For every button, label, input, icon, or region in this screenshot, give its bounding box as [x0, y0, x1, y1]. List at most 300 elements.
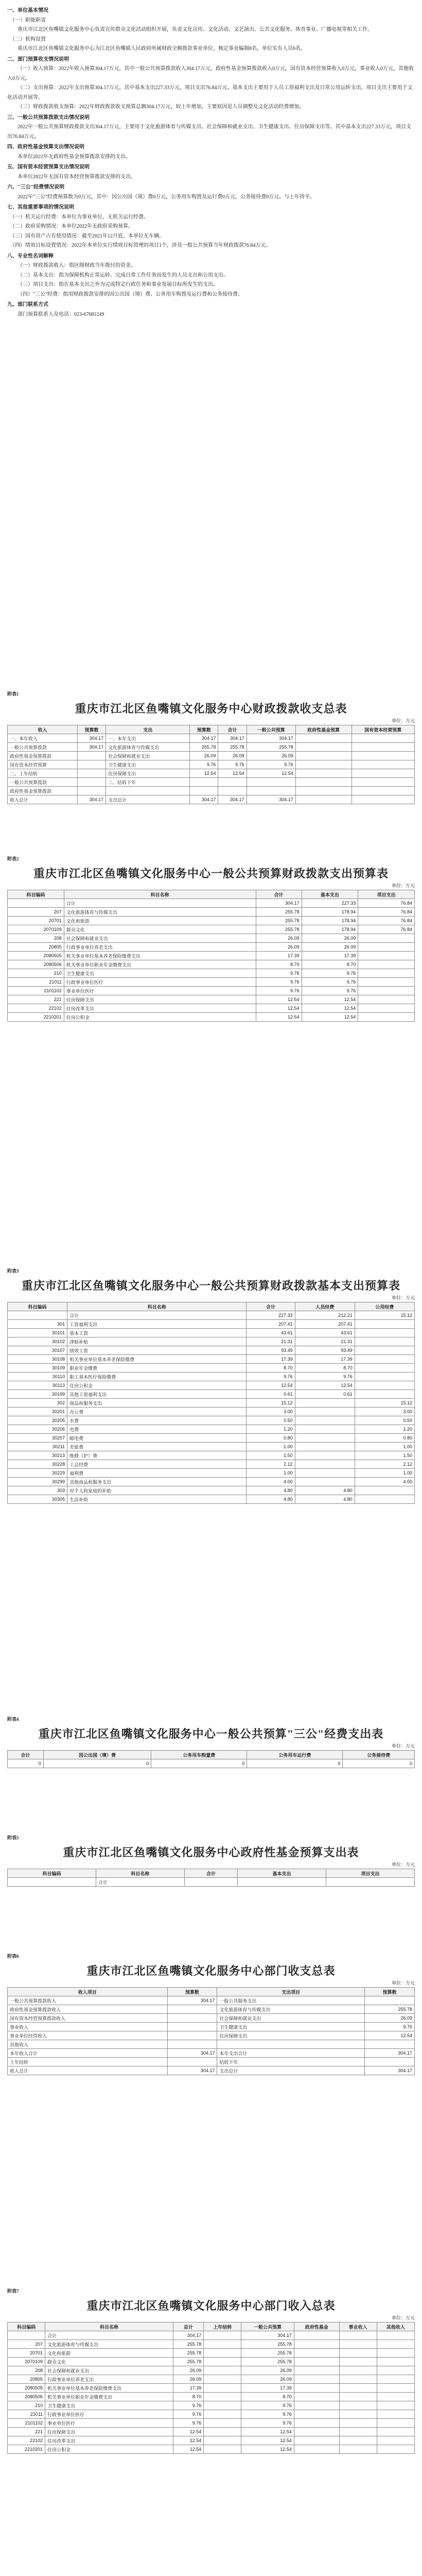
table-cell: [204, 2445, 241, 2454]
table-unit: 单位：万元: [391, 1980, 415, 1986]
table-cell: 302: [8, 1399, 67, 1408]
table-cell: 群众文化: [45, 2358, 173, 2366]
table-cell: 26.09: [173, 2375, 203, 2384]
table-header-row: [8, 1302, 415, 1311]
table-cell: [351, 787, 414, 795]
table-cell: [377, 2375, 414, 2384]
table-row: [8, 952, 415, 960]
table-cell: [365, 2058, 415, 2066]
table-cell: 卫生健康支出: [45, 2401, 173, 2410]
table-cell: [295, 795, 351, 804]
table-row: [8, 1486, 415, 1495]
table-row: [8, 734, 415, 743]
table-cell: [377, 2419, 414, 2428]
table-cell: 0: [343, 1759, 415, 1768]
table-cell: [295, 1425, 355, 1434]
table-tag: 附表1: [7, 691, 19, 697]
table-cell: [184, 1878, 237, 1887]
table-cell: 合计: [96, 1878, 184, 1887]
table-cell: 212.21: [295, 1311, 355, 1320]
table-cell: 303: [8, 1486, 67, 1495]
table-cell: 基本工资: [67, 1329, 247, 1337]
table-cell: 行政事业单位养老支出: [45, 2375, 173, 2384]
table-cell: [295, 787, 351, 795]
table-row: [8, 1878, 415, 1887]
table-cell: 26.09: [365, 2014, 415, 2023]
section-heading: 七、其他重要事项的情况说明: [7, 205, 74, 210]
table-cell: 国有资本经营预算拨款收入: [8, 2014, 168, 2023]
table-cell: 2080505: [8, 2384, 45, 2393]
table-row: [8, 2358, 415, 2366]
table-cell: [77, 769, 106, 778]
table-cell: [294, 2384, 339, 2393]
paragraph: 重庆市江北区鱼嘴镇文化服务中心负责宣传群众文化活动组织开展，负责文化宣传、文化活动、文艺演出、公共文化服务、体育事业、广播电视等相关工作。: [17, 27, 373, 32]
table-cell: 304.17: [241, 2331, 294, 2340]
table-row: [8, 1469, 415, 1478]
table-cell: [295, 769, 351, 778]
table-cell: [294, 2366, 339, 2375]
section-heading: 二、部门预算收支情况说明: [7, 56, 69, 62]
table-row: [8, 2366, 415, 2375]
table-cell: 本年收入合计: [8, 2049, 168, 2058]
table-cell: 文化和旅游: [45, 2349, 173, 2358]
table-cell: 1.00: [247, 1443, 295, 1451]
table-cell: 20805: [8, 2375, 45, 2384]
column-header: 预算数: [167, 1988, 217, 1996]
table-cell: 30108: [8, 1355, 67, 1364]
table-cell: 17.39: [247, 1355, 295, 1364]
table-cell: [377, 2349, 414, 2358]
table-cell: 事业单位经营收入: [8, 2031, 168, 2040]
table-cell: 8.70: [173, 2393, 203, 2401]
table-cell: 职工基本医疗保险缴费: [67, 1372, 247, 1381]
table-cell: 30207: [8, 1434, 67, 1443]
table-cell: 结转下年: [217, 2058, 365, 2066]
table-row: [8, 2340, 415, 2349]
budget-table: [7, 890, 415, 1022]
table-row: [8, 1443, 415, 1451]
table-cell: [106, 787, 190, 795]
table-cell: 178.94: [302, 908, 358, 917]
table-cell: 30213: [8, 1451, 67, 1460]
table-cell: 商品和服务支出: [67, 1399, 247, 1408]
table-cell: 12.54: [241, 2445, 294, 2454]
table-cell: 0.80: [355, 1434, 414, 1443]
table-cell: 1.00: [355, 1443, 414, 1451]
table-cell: [167, 2040, 217, 2049]
table-cell: 0: [151, 1759, 247, 1768]
table-cell: [238, 1878, 326, 1887]
table-cell: [365, 2040, 415, 2049]
table-cell: 0.50: [355, 1416, 414, 1425]
budget-table-section: [0, 1716, 422, 1768]
table-cell: 1.00: [355, 1469, 414, 1478]
column-header: 支出: [106, 725, 190, 734]
table-cell: [295, 1451, 355, 1460]
budget-table-section: [0, 1953, 422, 2075]
table-cell: 255.78: [256, 925, 302, 934]
table-title: 重庆市江北区鱼嘴镇文化服务中心部门收支总表: [86, 1964, 336, 1977]
column-header: 政府性基金: [294, 2323, 339, 2331]
table-row: [8, 1381, 415, 1390]
table-row: [8, 969, 415, 978]
table-cell: 30305: [8, 1495, 67, 1504]
table-cell: 办公费: [67, 1408, 247, 1416]
table-cell: [351, 760, 414, 769]
table-row: [8, 1346, 415, 1355]
table-row: [8, 908, 415, 917]
table-cell: [8, 899, 64, 908]
table-cell: [355, 1495, 414, 1504]
table-cell: 304.17: [167, 1996, 217, 2005]
table-title: 重庆市江北区鱼嘴镇文化服务中心部门收入总表: [86, 2299, 336, 2312]
table-cell: 30101: [8, 1329, 67, 1337]
table-cell: [377, 2436, 414, 2445]
table-row: [8, 2031, 415, 2040]
table-row: [8, 2375, 415, 2384]
table-header-row: [8, 725, 415, 734]
table-cell: 住房公积金: [64, 1013, 256, 1022]
table-cell: 12.54: [247, 769, 295, 778]
table-cell: 2080506: [8, 2393, 45, 2401]
section-heading: 八、专业性名词解释: [7, 253, 54, 259]
table-cell: 职业年金缴费: [67, 1364, 247, 1372]
table-cell: 304.17: [218, 795, 247, 804]
table-cell: [294, 2428, 339, 2436]
column-header: 公务用车购置费: [151, 1751, 247, 1759]
table-row: [8, 1399, 415, 1408]
table-cell: 221: [8, 2428, 45, 2436]
table-cell: [294, 2401, 339, 2410]
table-cell: 12.54: [256, 995, 302, 1004]
table-cell: 26.09: [302, 934, 358, 943]
table-cell: 行政事业单位养老支出: [64, 943, 256, 952]
table-cell: [204, 2410, 241, 2419]
table-cell: 304.17: [247, 734, 295, 743]
paragraph: （三）项目支出：指在基本支出之外为完成特定行政任务和事业发展目标所发生的支出。: [17, 282, 218, 287]
table-cell: 3.00: [355, 1408, 414, 1416]
column-header: 合计: [247, 1302, 295, 1311]
budget-table-section: [0, 690, 422, 804]
table-cell: 255.78: [247, 743, 295, 752]
table-cell: 22102: [8, 2436, 45, 2445]
table-cell: 21011: [8, 2410, 45, 2419]
column-header: 公务接待费: [343, 1751, 415, 1759]
table-cell: 207.41: [247, 1320, 295, 1329]
table-cell: [294, 2410, 339, 2419]
table-cell: [355, 1355, 414, 1364]
table-tag: 附表2: [7, 856, 19, 861]
table-cell: 住房保障支出: [64, 995, 256, 1004]
table-cell: 304.17: [365, 2066, 415, 2075]
table-cell: 2080506: [8, 960, 64, 969]
table-cell: 绩效工资: [67, 1346, 247, 1355]
table-cell: 0.50: [247, 1416, 295, 1425]
table-cell: 其他工资福利支出: [67, 1390, 247, 1399]
table-cell: 文化旅游体育与传媒支出: [217, 2005, 365, 2014]
table-cell: [339, 2340, 377, 2349]
table-cell: [217, 2040, 365, 2049]
table-cell: [339, 2419, 377, 2428]
table-cell: 12.54: [302, 995, 358, 1004]
table-cell: [339, 2331, 377, 2340]
column-header: 预算数: [365, 1988, 415, 1996]
table-cell: 0.61: [247, 1390, 295, 1399]
table-cell: [204, 2393, 241, 2401]
table-cell: [204, 2375, 241, 2384]
paragraph: （四）"三公"经费：指用财政拨款安排的因公出国（境）费、公务用车购置及运行费和公务接待费。: [17, 291, 243, 297]
table-cell: 2101102: [8, 2419, 45, 2428]
table-cell: 工会经费: [67, 1460, 247, 1469]
table-cell: 30110: [8, 1372, 67, 1381]
table-cell: 行政事业单位医疗: [64, 978, 256, 987]
table-unit: 单位：万元: [391, 883, 415, 888]
table-cell: 21.31: [247, 1337, 295, 1346]
table-row: [8, 1013, 415, 1022]
table-row: [8, 1451, 415, 1460]
table-row: [8, 1311, 415, 1320]
table-cell: 收入总计: [8, 2066, 168, 2075]
table-cell: 9.76: [256, 969, 302, 978]
table-cell: 9.76: [173, 2401, 203, 2410]
table-cell: 9.76: [241, 2401, 294, 2410]
table-cell: 26.09: [247, 752, 295, 760]
table-cell: 255.78: [218, 743, 247, 752]
table-cell: [247, 778, 295, 787]
table-cell: 30299: [8, 1478, 67, 1486]
table-cell: 12.54: [173, 2436, 203, 2445]
table-cell: [351, 743, 414, 752]
column-header: 项目支出: [358, 890, 415, 899]
table-cell: 2.12: [247, 1460, 295, 1469]
table-row: [8, 2349, 415, 2358]
paragraph: （一）收入预算：2022年收入预算304.17万元，其中一般公共预算拨款收入304.17万元，政府性基金预算拨款收入0万元，国有资本经营预算收入0万元，事业收入0万元，其他收入0万元。: [7, 66, 414, 81]
table-cell: 一般公共预算拨款: [8, 778, 78, 787]
column-header: 政府性基金预算: [295, 725, 351, 734]
table-cell: 文化旅游体育与传媒支出: [106, 743, 190, 752]
table-row: [8, 1355, 415, 1364]
table-cell: 210: [8, 969, 64, 978]
table-unit: 单位：万元: [391, 718, 415, 723]
table-cell: 26.09: [302, 943, 358, 952]
table-row: [8, 925, 415, 934]
table-row: [8, 1478, 415, 1486]
table-cell: [8, 2331, 45, 2340]
table-cell: 二、结转下年: [106, 778, 190, 787]
column-header: 合计: [256, 890, 302, 899]
table-header-row: [8, 1869, 415, 1878]
column-header: 一般公共预算: [247, 725, 295, 734]
table-cell: 机关事业单位职业年金缴费支出: [45, 2393, 173, 2401]
paragraph: （一）职能职责: [10, 17, 46, 23]
table-unit: 单位：万元: [391, 1295, 415, 1300]
table-cell: 电费: [67, 1425, 247, 1434]
table-cell: [355, 1320, 414, 1329]
table-unit: 单位：万元: [391, 1743, 415, 1749]
table-cell: 社会保障和就业支出: [64, 934, 256, 943]
table-cell: 9.76: [218, 760, 247, 769]
table-cell: 30205: [8, 1416, 67, 1425]
table-cell: [295, 760, 351, 769]
table-cell: 2080505: [8, 952, 64, 960]
table-row: [8, 1408, 415, 1416]
table-cell: [204, 2401, 241, 2410]
table-cell: 26.09: [173, 2366, 203, 2375]
table-row: [8, 2066, 415, 2075]
table-cell: [218, 787, 247, 795]
table-cell: 17.39: [256, 952, 302, 960]
table-cell: 208: [8, 934, 64, 943]
table-cell: 支出总计: [106, 795, 190, 804]
column-header: 科目名称: [96, 1869, 184, 1878]
table-cell: 210: [8, 2401, 45, 2410]
table-cell: [355, 1329, 414, 1337]
table-cell: 304.17: [247, 795, 295, 804]
table-cell: [358, 987, 415, 995]
table-cell: 26.09: [241, 2375, 294, 2384]
table-cell: 207.41: [295, 1320, 355, 1329]
budget-explanation-text: [7, 5, 415, 319]
table-cell: [295, 1434, 355, 1443]
table-cell: 304.17: [167, 2066, 217, 2075]
table-cell: 12.54: [302, 1004, 358, 1013]
table-tag: 附表6: [7, 1954, 19, 1959]
table-row: [8, 1416, 415, 1425]
table-cell: 国有资本经营预算: [8, 760, 78, 769]
budget-table: [7, 1750, 415, 1768]
table-cell: [339, 2393, 377, 2401]
table-cell: [339, 2428, 377, 2436]
column-header: 一般公共预算: [241, 2323, 294, 2331]
table-cell: [294, 2331, 339, 2340]
table-cell: [77, 787, 106, 795]
table-cell: 1.50: [247, 1451, 295, 1460]
table-cell: 227.33: [247, 1311, 295, 1320]
table-cell: 一般公共预算拨款: [8, 743, 78, 752]
table-cell: 事业收入: [8, 2023, 168, 2031]
table-cell: 21011: [8, 978, 64, 987]
table-cell: 维修（护）费: [67, 1451, 247, 1460]
table-cell: 0.80: [247, 1434, 295, 1443]
table-cell: [204, 2358, 241, 2366]
table-cell: 9.76: [302, 969, 358, 978]
table-cell: [167, 2005, 217, 2014]
column-header: 支出项目: [217, 1988, 365, 1996]
budget-table-section: [0, 1267, 422, 1504]
table-cell: [339, 2384, 377, 2393]
table-cell: 15.12: [247, 1399, 295, 1408]
table-cell: 9.76: [365, 2023, 415, 2031]
column-header: 其他收入: [377, 2323, 414, 2331]
paragraph: 重庆市江北区鱼嘴镇文化服务中心为江北区鱼嘴镇人民政府所属财政全额拨款事业单位，核定事业编制8名，单位实有人员6名。: [17, 46, 306, 52]
table-cell: 4.80: [295, 1495, 355, 1504]
table-cell: 4.80: [247, 1486, 295, 1495]
table-cell: 一般公共预算拨款收入: [8, 1996, 168, 2005]
table-cell: 收入总计: [8, 795, 78, 804]
table-cell: [377, 2358, 414, 2366]
table-cell: 26.09: [190, 752, 218, 760]
table-cell: [204, 2349, 241, 2358]
table-header-row: [8, 1988, 415, 1996]
table-row: [8, 769, 415, 778]
table-cell: 304.17: [218, 734, 247, 743]
table-cell: 304.17: [77, 734, 106, 743]
table-cell: [77, 778, 106, 787]
table-cell: [167, 2058, 217, 2066]
table-cell: 9.76: [173, 2410, 203, 2419]
table-cell: 26.09: [256, 943, 302, 952]
table-cell: 其他收入: [8, 2040, 168, 2049]
table-cell: [358, 934, 415, 943]
column-header: 基本支出: [238, 1869, 326, 1878]
table-cell: 4.00: [355, 1478, 414, 1486]
table-cell: 304.17: [77, 795, 106, 804]
table-cell: [355, 1390, 414, 1399]
table-cell: 255.78: [173, 2349, 203, 2358]
table-cell: 0: [43, 1759, 151, 1768]
budget-table-section: [0, 2287, 422, 2454]
column-header: 公务用车运行费: [247, 1751, 343, 1759]
table-tag: 附表5: [7, 1835, 19, 1840]
table-cell: [377, 2366, 414, 2375]
table-cell: 22102: [8, 1004, 64, 1013]
budget-table: [7, 2322, 415, 2454]
table-title: 重庆市江北区鱼嘴镇文化服务中心一般公共预算财政拨款支出预算表: [33, 867, 389, 880]
table-cell: 301: [8, 1320, 67, 1329]
table-title: 重庆市江北区鱼嘴镇文化服务中心财政拨款收支总表: [75, 702, 347, 715]
table-unit: 单位：万元: [391, 2315, 415, 2320]
table-cell: [377, 2401, 414, 2410]
column-header: 国有资本经营预算: [351, 725, 414, 734]
paragraph: 2022年"三公"经费预算数为0万元，其中：因公出国（境）费0万元，公务用车购置及运行费0万元，公务接待费0万元。与上年持平。: [17, 194, 315, 200]
table-cell: 207: [8, 908, 64, 917]
table-cell: 76.84: [358, 908, 415, 917]
paragraph: （一）机关运行经费：本单位为事业单位，无机关运行经费。: [10, 214, 149, 220]
table-cell: 行政事业单位医疗: [45, 2410, 173, 2419]
table-cell: 227.33: [302, 899, 358, 908]
table-row: [8, 2023, 415, 2031]
table-cell: [294, 2393, 339, 2401]
table-row: [8, 787, 415, 795]
table-cell: 住房保障支出: [45, 2428, 173, 2436]
table-cell: [295, 1478, 355, 1486]
table-cell: [339, 2436, 377, 2445]
table-cell: [167, 2023, 217, 2031]
table-row: [8, 987, 415, 995]
column-header: 科目编码: [8, 2323, 45, 2331]
table-cell: 2101102: [8, 987, 64, 995]
table-cell: 住房改革支出: [45, 2436, 173, 2445]
column-header: 科目编码: [8, 1869, 96, 1878]
table-cell: 304.17: [190, 734, 218, 743]
column-header: 合计: [218, 725, 247, 734]
table-cell: 生活补助: [67, 1495, 247, 1504]
table-cell: 12.54: [190, 769, 218, 778]
table-cell: 卫生健康支出: [106, 760, 190, 769]
table-cell: [326, 1878, 415, 1887]
table-cell: 合计: [45, 2331, 173, 2340]
table-cell: 住房保障支出: [217, 2031, 365, 2040]
table-cell: 卫生健康支出: [217, 2023, 365, 2031]
table-cell: [339, 2375, 377, 2384]
paragraph: 部门预算联系人及电话：023-67681249: [17, 311, 104, 317]
table-cell: 17.39: [241, 2384, 294, 2393]
table-cell: 12.54: [256, 1013, 302, 1022]
table-row: [8, 960, 415, 969]
table-cell: 255.78: [241, 2349, 294, 2358]
table-row: [8, 2049, 415, 2058]
table-row: [8, 978, 415, 987]
